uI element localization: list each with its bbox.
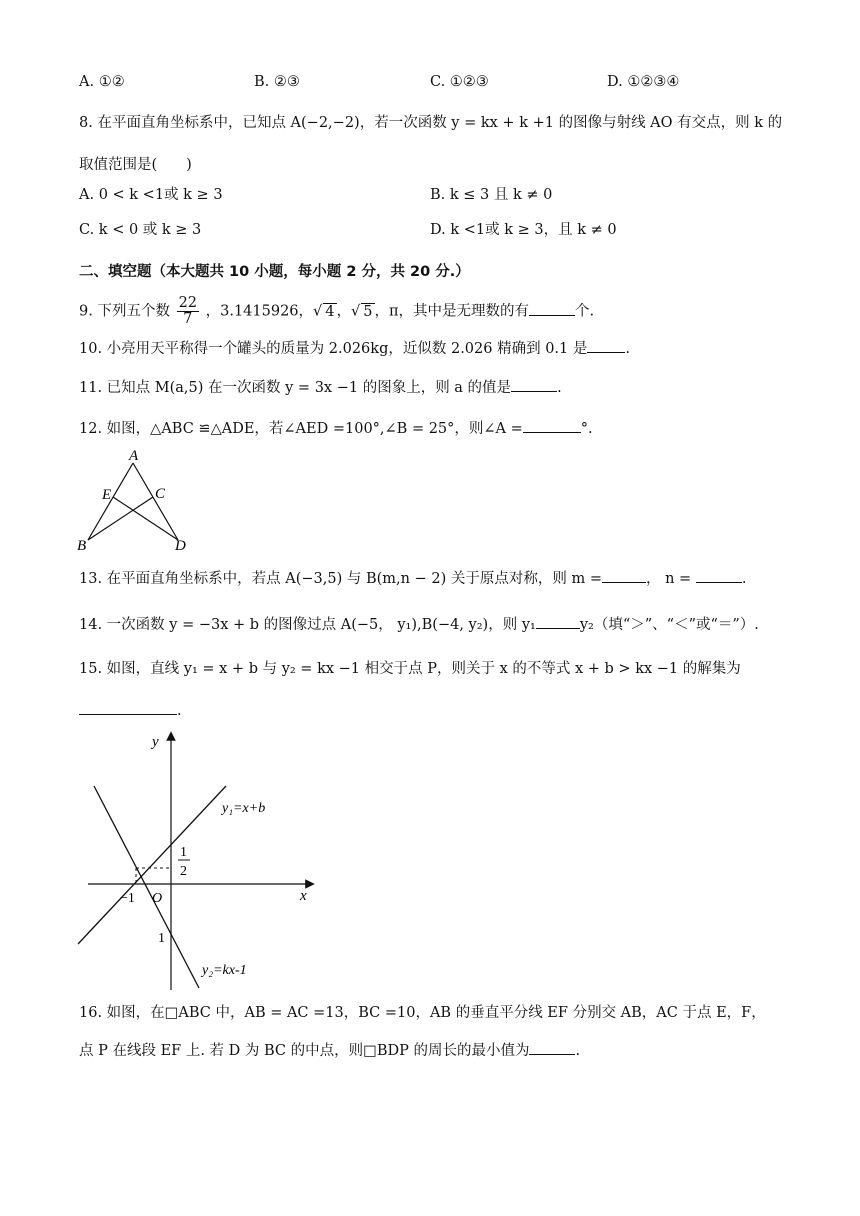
segment-bc: [88, 497, 153, 540]
label-b: B: [77, 538, 87, 554]
y2-label: y₂=kx-1: [202, 963, 247, 978]
q9-suffix: ，π，其中是无理数的有: [374, 303, 530, 320]
x-axis-label: x: [300, 888, 307, 904]
q12-triangle-figure: [74, 446, 198, 554]
q13-line: [79, 568, 746, 590]
origin-label: O: [152, 891, 163, 906]
answer-blank[interactable]: [602, 568, 646, 583]
line-y2: [94, 786, 199, 988]
q10-text: 10. 小亮用天平称得一个罐头的质量为 2.026kg，近似数 2.026 精确到 0.1 是: [79, 341, 588, 357]
sqrt-symbol: √: [351, 303, 361, 320]
label-a: A: [129, 448, 139, 464]
answer-blank[interactable]: [529, 1040, 575, 1055]
answer-blank[interactable]: [536, 614, 580, 629]
q14-line: [79, 614, 759, 636]
answer-blank[interactable]: [79, 700, 177, 715]
q9-fraction: [177, 296, 199, 327]
q9-mid1: ，3.1415926，: [205, 303, 314, 320]
q13-text: 13. 在平面直角坐标系中，若点 A(−3,5) 与 B(m,n − 2) 关于原点对称，则 m =: [79, 571, 602, 587]
answer-blank[interactable]: [523, 418, 581, 433]
q8-option-a: A. 0 < k <1或 k ≥ 3: [79, 187, 223, 203]
q8-line2: 取值范围是( ): [79, 157, 192, 173]
neg-one-label: −1: [120, 891, 135, 906]
q14-mid: y₂（填“＞”、“＜”或“＝”）.: [579, 617, 759, 633]
q10-end: .: [625, 341, 630, 357]
q9-prefix: 9. 下列五个数: [79, 303, 170, 320]
q12-line: [79, 418, 593, 440]
label-e: E: [102, 487, 112, 503]
q7-option-b: B. ②③: [254, 74, 300, 90]
q8-option-c: C. k < 0 或 k ≥ 3: [79, 222, 202, 238]
q15-graph-figure: [74, 726, 324, 992]
q9-sqrt2: 5: [363, 303, 373, 320]
y-axis-label: y: [152, 734, 159, 750]
q16-line2: [79, 1040, 580, 1062]
section-title: 二、填空题（本大题共 10 小题，每小题 2 分，共 20 分.）: [79, 264, 470, 280]
q9-fraction-num: 22: [178, 295, 198, 311]
q15-line: 15. 如图，直线 y₁ = x + b 与 y₂ = kx −1 相交于点 P，则关于 x 的不等式 x + b > kx −1 的解集为: [79, 661, 741, 677]
q16-end: .: [575, 1043, 581, 1059]
label-d: D: [175, 538, 186, 554]
q12-end: °.: [580, 421, 593, 437]
q11-end: .: [557, 380, 562, 396]
q14-text: 14. 一次函数 y = −3x + b 的图像过点 A(−5， y₁),B(−4, y₂)，则 y₁: [79, 617, 536, 633]
q9-mid2: ，: [336, 303, 352, 320]
half-den: 2: [180, 864, 187, 879]
answer-blank[interactable]: [529, 301, 575, 316]
q8-line1: 8. 在平面直角坐标系中，已知点 A(−2,−2)，若一次函数 y = kx + k +1 的图像与射线 AO 有交点，则 k 的: [79, 115, 783, 131]
label-c: C: [155, 486, 166, 502]
q16-line1: 16. 如图，在□ABC 中，AB = AC =13，BC =10，AB 的垂直平分线 EF 分别交 AB，AC 于点 E，F，: [79, 1005, 766, 1021]
sqrt-symbol: √: [313, 303, 323, 320]
q11-line: [79, 377, 562, 399]
q15-answer-line: [79, 700, 182, 722]
q16-text: 点 P 在线段 EF 上. 若 D 为 BC 的中点，则□BDP 的周长的最小值为: [79, 1043, 530, 1059]
q8-option-b: B. k ≤ 3 且 k ≠ 0: [430, 187, 553, 203]
q12-text: 12. 如图，△ABC ≌△ADE，若∠AED =100°,∠B = 25°，则∠A =: [79, 421, 523, 437]
q9-fraction-den: 7: [183, 311, 193, 327]
answer-blank[interactable]: [587, 338, 625, 353]
half-num: 1: [180, 845, 187, 860]
q7-option-c: C. ①②③: [430, 74, 489, 90]
q10-line: [79, 338, 630, 360]
line-y1: [78, 786, 226, 944]
segment-ed: [113, 497, 178, 540]
q15-end: .: [177, 703, 182, 719]
q13-mid: ， n =: [645, 571, 692, 587]
q7-option-d: D. ①②③④: [607, 74, 680, 90]
q9-end: 个.: [575, 303, 595, 320]
y1-label: y₁=x+b: [222, 801, 266, 816]
q13-end: .: [741, 571, 747, 587]
q9-sqrt1: 4: [325, 303, 335, 320]
answer-blank[interactable]: [511, 377, 557, 392]
q11-text: 11. 已知点 M(a,5) 在一次函数 y = 3x −1 的图象上，则 a 的值是: [79, 380, 512, 396]
one-label: 1: [158, 931, 165, 946]
q7-option-a: A. ①②: [79, 74, 125, 90]
q9-line: [79, 296, 594, 327]
answer-blank[interactable]: [696, 568, 742, 583]
q8-option-d: D. k <1或 k ≥ 3，且 k ≠ 0: [430, 222, 617, 238]
